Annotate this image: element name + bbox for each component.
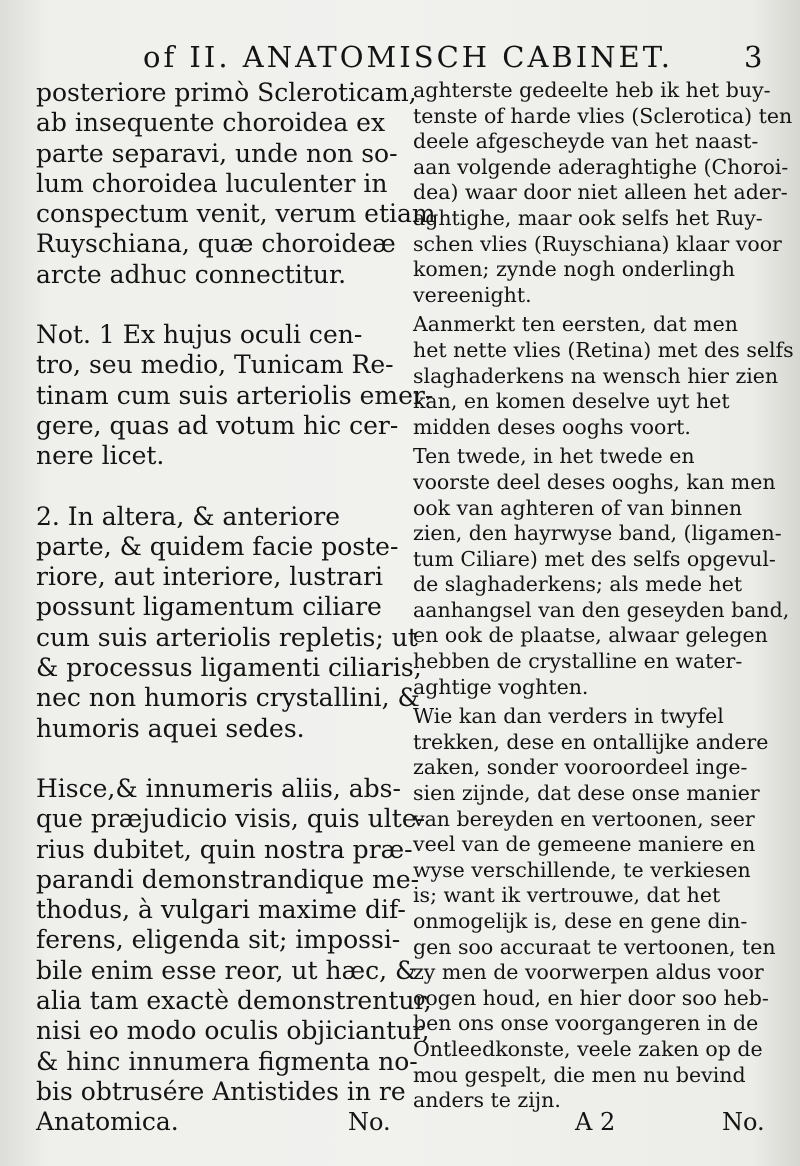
text-line: & hinc innumera figmenta no-: [36, 1046, 418, 1076]
text-line: aghterste gedeelte heb ik het buy-: [413, 78, 771, 102]
text-line: Not. 1 Ex hujus oculi cen-: [36, 320, 363, 350]
catchword-right: No.: [722, 1108, 765, 1136]
header-title: of II. ANATOMISCH CABINET.: [143, 40, 674, 74]
text-line: de slaghaderkens; als mede het: [413, 572, 743, 597]
text-line: aghtige voghten.: [413, 674, 589, 699]
text-line: cum suis arteriolis repletis; ut: [36, 622, 418, 652]
text-line: ferens, eligenda sit; impossi-: [36, 925, 401, 955]
text-line: het nette vlies (Retina) met des selfs: [413, 337, 794, 362]
text-line: mou gespelt, die men nu bevind: [413, 1062, 746, 1087]
text-line: Anatomica.: [36, 1107, 179, 1137]
text-line: en ook de plaatse, alwaar gelegen: [413, 623, 768, 648]
text-line: aan volgende aderaghtighe (Choroi-: [413, 154, 789, 179]
text-line: arcte adhuc connectitur.: [36, 259, 347, 289]
text-line: is; want ik vertrouwe, dat het: [413, 883, 721, 908]
text-line: bis obtrusére Antistides in re: [36, 1076, 406, 1106]
text-line: ben ons onse voorgangeren in de: [413, 1011, 759, 1036]
text-line: Ruyschiana, quæ choroideæ: [36, 229, 396, 259]
text-line: trekken, dese en ontallijke andere: [413, 729, 769, 754]
text-line: komen; zynde nogh onderlingh: [413, 257, 735, 282]
text-line: wyse verschillende, te verkiesen: [413, 857, 751, 882]
text-line: posteriore primò Scleroticam,: [36, 78, 417, 107]
text-line: kan, en komen deselve uyt het: [413, 389, 730, 414]
text-line: parte separavi, unde non so-: [36, 138, 398, 168]
paragraph: [36, 78, 436, 290]
signature-mark: A 2: [575, 1108, 616, 1136]
page-number: 3: [744, 40, 763, 74]
text-line: alia tam exactè demonstrentur,: [36, 986, 432, 1016]
text-line: sien zijnde, dat dese onse manier: [413, 781, 760, 806]
latin-column: [36, 78, 436, 1138]
text-line: onmogelijk is, dese en gene din-: [413, 909, 748, 933]
text-line: tinam cum suis arteriolis emer-: [36, 380, 434, 410]
text-line: possunt ligamentum ciliare: [36, 592, 382, 622]
text-line: tum Ciliare) met des selfs opgevul-: [413, 546, 776, 571]
text-line: dea) waar door niet alleen het ader-: [413, 180, 788, 205]
text-line: ab insequente choroidea ex: [36, 108, 386, 138]
text-line: zaken, sonder vooroordeel inge-: [413, 755, 748, 780]
text-line: oogen houd, en hier door soo heb-: [413, 985, 769, 1010]
text-line: ook van aghteren of van binnen: [413, 495, 743, 520]
text-line: Aanmerkt ten eersten, dat men: [413, 312, 738, 337]
text-line: rius dubitet, quin nostra præ-: [36, 834, 413, 864]
paragraph-gap: [36, 744, 384, 774]
text-line: nere licet.: [36, 441, 165, 471]
text-line: gere, quas ad votum hic cer-: [36, 410, 399, 440]
paragraph: [36, 320, 434, 471]
text-line: voorste deel deses ooghs, kan men: [413, 469, 776, 494]
text-line: & processus ligamenti ciliaris,: [36, 653, 422, 683]
text-line: Wie kan dan verders in twyfel: [413, 704, 724, 729]
text-line: slaghaderkens na wensch hier zien: [413, 363, 779, 388]
text-line: conspectum venit, verum etiam: [36, 199, 436, 229]
page-footer: [0, 1108, 800, 1148]
text-line: lum choroidea luculenter in: [36, 168, 388, 198]
text-line: schen vlies (Ruyschiana) klaar voor: [413, 231, 782, 256]
text-line: midden deses ooghs voort.: [413, 414, 691, 439]
text-line: thodus, à vulgari maxime dif-: [36, 895, 406, 925]
text-line: zien, den hayrwyse band, (ligamen-: [413, 521, 782, 546]
text-line: Ten twede, in het twede en: [413, 444, 695, 469]
text-line: humoris aquei sedes.: [36, 713, 305, 743]
text-line: nisi eo modo oculis objiciantur,: [36, 1016, 430, 1046]
text-line: veel van de gemeene maniere en: [413, 832, 756, 857]
text-line: zy men de voorwerpen aldus voor: [413, 960, 764, 985]
text-line: riore, aut interiore, lustrari: [36, 562, 383, 592]
paragraph: [413, 312, 794, 440]
paragraph-gap: [36, 290, 384, 320]
text-line: anders te zijn.: [413, 1088, 561, 1113]
text-line: bile enim esse reor, ut hæc, &: [36, 955, 418, 985]
text-line: hebben de crystalline en water-: [413, 649, 743, 674]
text-line: tenste of harde vlies (Sclerotica) ten: [413, 103, 793, 128]
text-line: parandi demonstrandique me-: [36, 864, 420, 894]
paragraph: [413, 78, 793, 308]
text-line: parte, & quidem facie poste-: [36, 531, 399, 561]
text-line: 2. In altera, & anteriore: [36, 501, 341, 531]
text-line: Ontleedkonste, veele zaken op de: [413, 1036, 763, 1061]
dutch-column: [413, 78, 794, 1114]
paragraph: [36, 773, 432, 1138]
text-line: van bereyden en vertoonen, seer: [413, 806, 755, 831]
paragraph: [36, 501, 422, 744]
text-line: aghtighe, maar ook selfs het Ruy-: [413, 205, 763, 230]
text-line: que præjudicio visis, quis ulte-: [36, 804, 426, 834]
text-line: Hisce,& innumeris aliis, abs-: [36, 773, 401, 803]
text-line: nec non humoris crystallini, &: [36, 683, 420, 713]
text-line: aanhangsel van den geseyden band,: [413, 597, 790, 622]
text-line: gen soo accuraat te vertoonen, ten: [413, 934, 776, 959]
text-line: vereenight.: [413, 282, 532, 307]
text-line: tro, seu medio, Tunicam Re-: [36, 350, 394, 380]
paragraph: [413, 704, 776, 1114]
running-header: [0, 40, 800, 80]
catchword-left: No.: [348, 1108, 391, 1136]
text-line: deele afgescheyde van het naast-: [413, 129, 759, 154]
paragraph-gap: [36, 472, 384, 502]
paragraph: [413, 444, 790, 700]
